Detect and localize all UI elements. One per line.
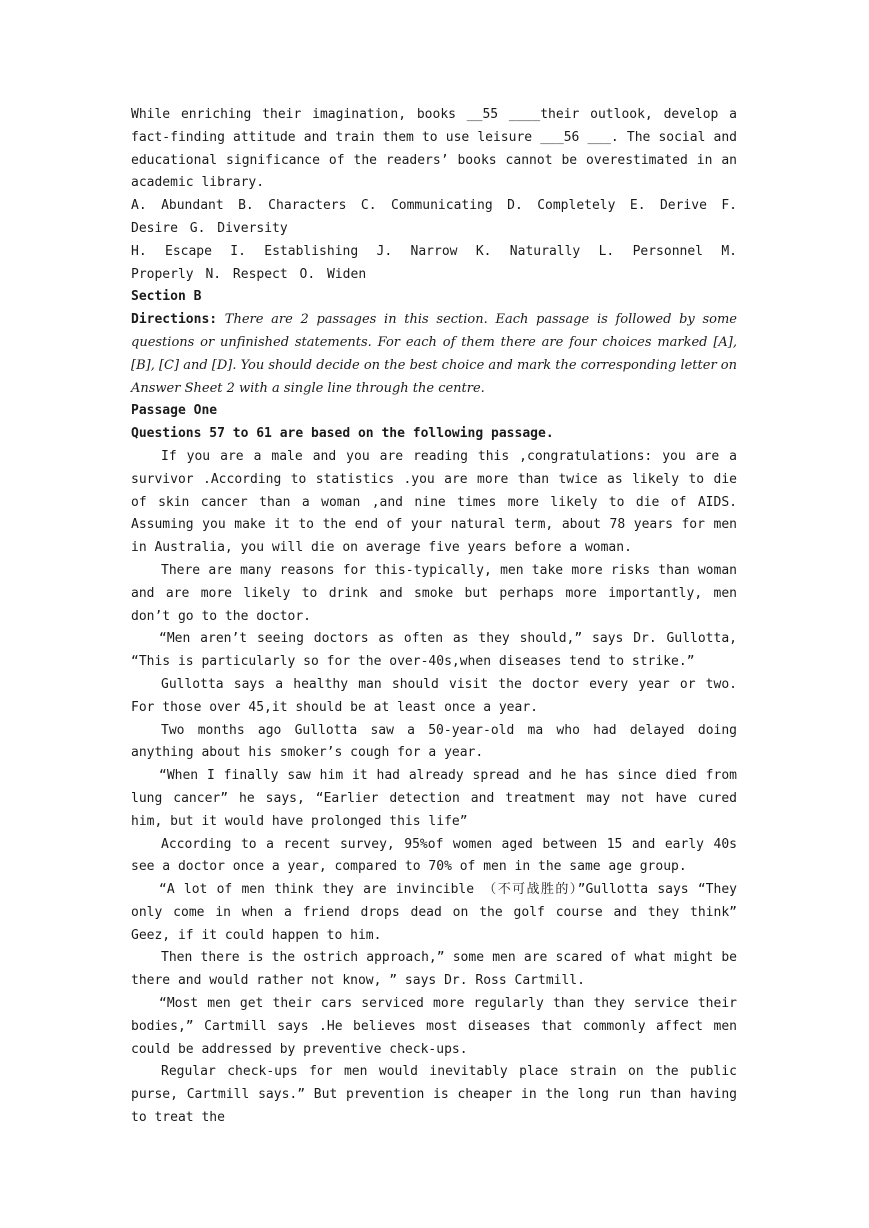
section-title: Section B <box>131 289 202 305</box>
questions-note: Questions 57 to 61 are based on the following passage. <box>131 426 554 442</box>
intro-paragraph: While enriching their imagination, books __55 ____their outlook, develop a fact-finding attitude and train them to use leisure ___56 ___. The social and educational significance of the readers’ books cannot be overestimated in an academic library. <box>131 107 737 191</box>
passage-paragraph: According to a recent survey, 95%of women aged between 15 and early 40s see a doctor once a year, compared to 70% of men in the same age group. <box>131 836 737 875</box>
passage-paragraph: “Men aren’t seeing doctors as often as they should,” says Dr. Gullotta, “This is particularly so for the over-40s,when diseases tend to strike.” <box>131 631 737 670</box>
passage-paragraph: “Most men get their cars serviced more regularly than they service their bodies,” Cartmill says .He believes most diseases that commonly affect men could be addressed by preventive check-ups. <box>131 996 737 1057</box>
passage-title: Passage One <box>131 403 218 419</box>
document-page <box>131 104 737 1130</box>
passage-paragraph: Then there is the ostrich approach,” some men are scared of what might be there and would rather not know, ” says Dr. Ross Cartmill. <box>131 950 737 989</box>
passage-paragraph: If you are a male and you are reading this ,congratulations: you are a survivor .According to statistics .you are more than twice as likely to die of skin cancer than a woman ,and nine times more likely to die of AIDS. Assuming you make it to the end of your natural term, about 78 years for men in Australia, you will die on average five years before a woman. <box>131 448 737 556</box>
options-line-2: H. Escape I. Establishing J. Narrow K. Naturally L. Personnel M. Properly N. Respect O. Widen <box>131 243 737 282</box>
passage-paragraph: Gullotta says a healthy man should visit the doctor every year or two. For those over 45,it should be at least once a year. <box>131 676 737 715</box>
passage-paragraph: Regular check-ups for men would inevitably place strain on the public purse, Cartmill says.” But prevention is cheaper in the long run than having to treat the <box>131 1064 737 1126</box>
passage-paragraph: There are many reasons for this-typically, men take more risks than woman and are more likely to drink and smoke but perhaps more importantly, men don’t go to the doctor. <box>131 562 737 624</box>
directions-paragraph <box>131 309 737 400</box>
passage-paragraph: “When I finally saw him it had already spread and he has since died from lung cancer” he says, “Earlier detection and treatment may not have cured him, but it would have prolonged this life” <box>131 768 737 829</box>
passage-paragraph: “A lot of men think they are invincible （不可战胜的）”Gullotta says “They only come in when a friend drops dead on the golf course and they think” Geez, if it could happen to him. <box>131 882 737 943</box>
directions-label: Directions: <box>131 312 218 328</box>
options-line-1: A. Abundant B. Characters C. Communicating D. Completely E. Derive F. Desire G. Diversity <box>131 198 737 236</box>
directions-text: There are 2 passages in this section. Each passage is followed by some questions or unfinished statements. For each of them there are four choices marked [A], [B], [C] and [D]. You should decide on the best choice and mark the corresponding letter on Answer Sheet 2 with a single line through the centre. <box>131 312 737 396</box>
passage-paragraph: Two months ago Gullotta saw a 50-year-old ma who had delayed doing anything about his smoker’s cough for a year. <box>131 722 737 761</box>
